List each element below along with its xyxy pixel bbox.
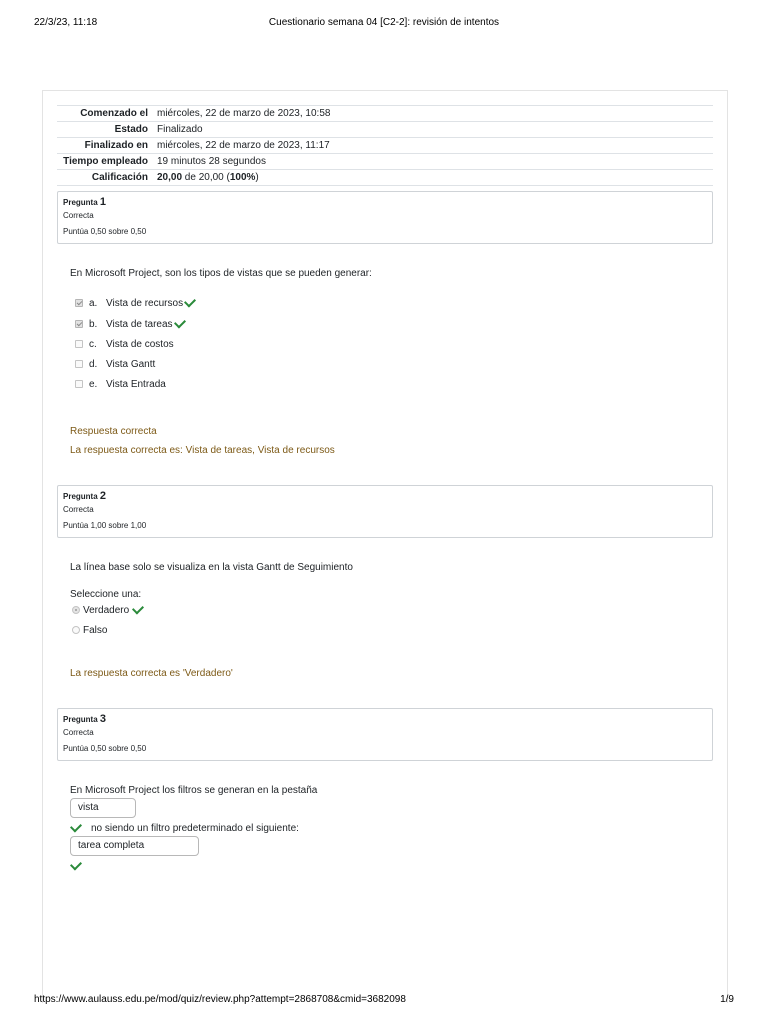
question-prefix: Pregunta bbox=[63, 198, 98, 207]
option-letter: e. bbox=[89, 378, 98, 390]
radio-button[interactable] bbox=[72, 606, 80, 614]
summary-label: Tiempo empleado bbox=[63, 156, 148, 167]
right-answer: La respuesta correcta es 'Verdadero' bbox=[70, 668, 233, 679]
correct-check-icon bbox=[174, 316, 186, 328]
question-middle-text: no siendo un filtro predeterminado el siguiente: bbox=[91, 822, 299, 834]
answer-input-1[interactable]: vista bbox=[70, 798, 136, 818]
radio-button[interactable] bbox=[72, 626, 80, 634]
summary-value: 19 minutos 28 segundos bbox=[157, 156, 266, 167]
answer-input-2[interactable]: tarea completa bbox=[70, 836, 199, 856]
option-label: Vista de tareas bbox=[106, 318, 173, 330]
question-number bbox=[63, 713, 106, 725]
option-letter: a. bbox=[89, 297, 98, 309]
checkbox[interactable] bbox=[75, 320, 83, 328]
answer-option-b[interactable] bbox=[75, 317, 185, 331]
print-header bbox=[0, 17, 768, 31]
summary-label: Calificación bbox=[91, 172, 148, 183]
question-info-1 bbox=[57, 191, 713, 244]
question-grade: Puntúa 0,50 sobre 0,50 bbox=[63, 227, 147, 236]
question-number bbox=[63, 490, 106, 502]
correct-check-icon bbox=[70, 820, 82, 832]
option-letter: c. bbox=[89, 338, 97, 350]
print-footer bbox=[0, 994, 768, 1008]
answer-option-c[interactable] bbox=[75, 337, 174, 351]
option-label: Vista de costos bbox=[106, 338, 174, 350]
grade-middle: de 20,00 ( bbox=[182, 172, 230, 183]
question-num: 3 bbox=[99, 713, 107, 725]
select-one-prompt: Seleccione una: bbox=[70, 589, 142, 600]
option-letter: d. bbox=[89, 358, 98, 370]
summary-row-state bbox=[57, 121, 713, 137]
print-url: https://www.aulauss.edu.pe/mod/quiz/review.php?attempt=2868708&cmid=3682098 bbox=[34, 994, 406, 1005]
summary-grade-value bbox=[157, 172, 713, 183]
checkbox[interactable] bbox=[75, 340, 83, 348]
print-datetime: 22/3/23, 11:18 bbox=[34, 17, 98, 28]
option-label: Vista Gantt bbox=[106, 358, 156, 370]
question-state: Correcta bbox=[63, 211, 94, 220]
summary-value: miércoles, 22 de marzo de 2023, 11:17 bbox=[157, 140, 330, 151]
question-prefix: Pregunta bbox=[63, 492, 98, 501]
checkbox[interactable] bbox=[75, 299, 83, 307]
summary-label: Finalizado en bbox=[84, 140, 148, 151]
question-state: Correcta bbox=[63, 505, 94, 514]
correct-check-icon bbox=[184, 295, 196, 307]
summary-value: Finalizado bbox=[157, 124, 203, 135]
checkbox[interactable] bbox=[75, 360, 83, 368]
option-label: Falso bbox=[83, 624, 108, 636]
feedback-status: Respuesta correcta bbox=[70, 426, 157, 437]
grade-end: ) bbox=[255, 172, 259, 183]
question-text-1: En Microsoft Project, son los tipos de vistas que se pueden generar: bbox=[70, 268, 372, 279]
option-label: Vista de recursos bbox=[106, 297, 184, 309]
question-prefix: Pregunta bbox=[63, 715, 98, 724]
summary-row-started bbox=[57, 105, 713, 121]
question-info-3 bbox=[57, 708, 713, 761]
option-letter: b. bbox=[89, 318, 98, 330]
answer-2-result bbox=[70, 859, 81, 873]
checkbox[interactable] bbox=[75, 380, 83, 388]
summary-row-grade bbox=[57, 169, 713, 186]
print-page-number: 1/9 bbox=[720, 994, 734, 1005]
option-label: Vista Entrada bbox=[106, 378, 166, 390]
summary-row-finished bbox=[57, 137, 713, 153]
question-num: 2 bbox=[99, 490, 107, 502]
correct-check-icon bbox=[132, 602, 144, 614]
question-num: 1 bbox=[99, 196, 107, 208]
question-number bbox=[63, 196, 106, 208]
summary-label: Estado bbox=[114, 124, 148, 135]
answer-option-e[interactable] bbox=[75, 377, 166, 391]
summary-label: Comenzado el bbox=[80, 108, 148, 119]
option-label: Verdadero bbox=[83, 604, 130, 616]
answer-option-false[interactable] bbox=[72, 623, 107, 637]
question-grade: Puntúa 1,00 sobre 1,00 bbox=[63, 521, 147, 530]
summary-value: miércoles, 22 de marzo de 2023, 10:58 bbox=[157, 108, 331, 119]
right-answer: La respuesta correcta es: Vista de tareas, Vista de recursos bbox=[70, 445, 335, 456]
attempt-summary-table bbox=[57, 105, 713, 186]
question-info-2 bbox=[57, 485, 713, 538]
answer-option-true[interactable] bbox=[72, 603, 143, 617]
question-state: Correcta bbox=[63, 728, 94, 737]
grade-percent: 100% bbox=[229, 172, 256, 183]
summary-row-time-taken bbox=[57, 153, 713, 169]
question-grade: Puntúa 0,50 sobre 0,50 bbox=[63, 744, 147, 753]
print-title: Cuestionario semana 04 [C2-2]: revisión de intentos bbox=[268, 17, 500, 28]
grade-score: 20,00 bbox=[157, 172, 183, 183]
question-text-3: En Microsoft Project los filtros se generan en la pestaña bbox=[70, 785, 318, 796]
answer-option-a[interactable] bbox=[75, 296, 195, 310]
answer-option-d[interactable] bbox=[75, 357, 155, 371]
question-text-2: La línea base solo se visualiza en la vista Gantt de Seguimiento bbox=[70, 562, 353, 573]
answer-1-result bbox=[70, 821, 299, 835]
correct-check-icon bbox=[70, 858, 82, 870]
